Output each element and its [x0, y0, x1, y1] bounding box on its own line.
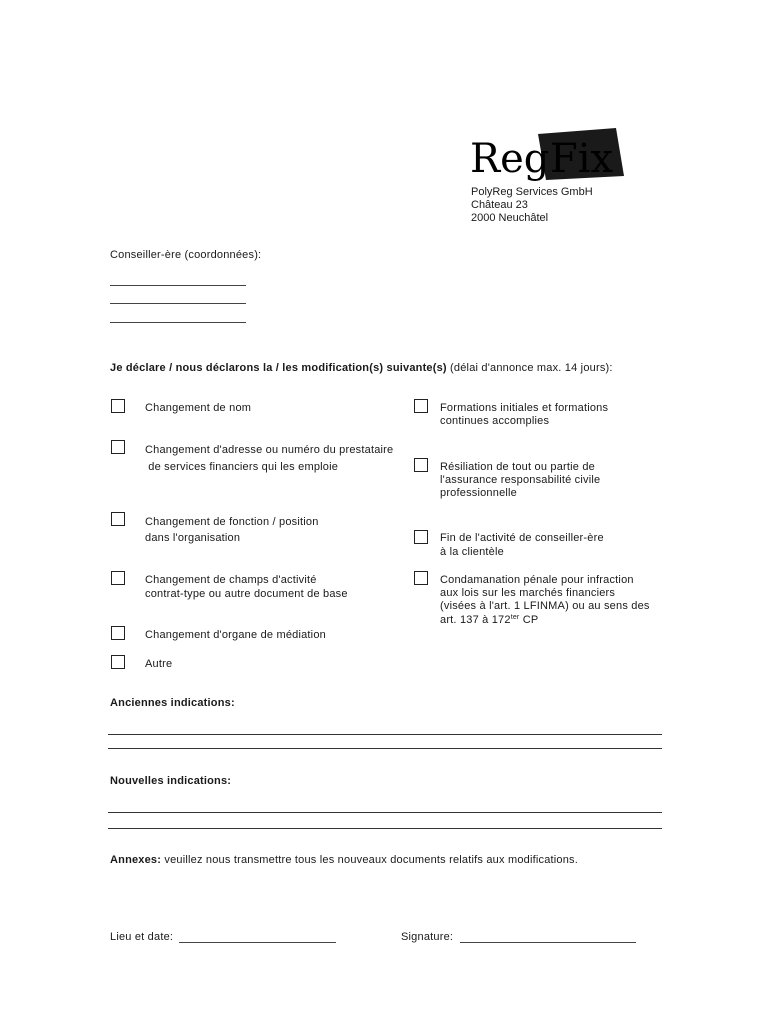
- annexes-bold: Annexes:: [110, 854, 162, 866]
- checkbox-criminal-conviction[interactable]: [414, 571, 428, 585]
- option-training-line1: Formations initiales et formations: [440, 402, 609, 414]
- option-conviction-line4-b: CP: [519, 614, 539, 626]
- option-function-change-line2: dans l'organisation: [145, 532, 241, 544]
- option-address-change-line2: de services financiers qui les emploie: [145, 461, 339, 473]
- place-date-field[interactable]: [179, 942, 336, 943]
- company-name: PolyReg Services GmbH: [471, 186, 593, 198]
- old-info-line-2[interactable]: [108, 748, 662, 749]
- checkbox-end-of-activity[interactable]: [414, 530, 428, 544]
- advisor-line-2[interactable]: [110, 303, 246, 304]
- option-conviction-line2: aux lois sur les marchés financiers: [440, 587, 616, 599]
- new-info-line-2[interactable]: [108, 828, 662, 829]
- logo-text-reg: Reg: [470, 136, 550, 182]
- checkbox-name-change[interactable]: [111, 399, 125, 413]
- option-conviction-line4: [440, 614, 538, 627]
- company-city: 2000 Neuchâtel: [471, 212, 549, 224]
- old-info-label: Anciennes indications:: [110, 697, 235, 709]
- declaration-normal: (délai d'annonce max. 14 jours):: [446, 362, 613, 374]
- option-mediation-change: Changement d'organe de médiation: [145, 629, 326, 641]
- advisor-line-1[interactable]: [110, 285, 246, 286]
- signature-field[interactable]: [460, 942, 636, 943]
- option-insurance-line3: professionnelle: [440, 487, 517, 499]
- checkbox-activity-change[interactable]: [111, 571, 125, 585]
- checkbox-function-change[interactable]: [111, 512, 125, 526]
- annexes-text: [110, 854, 578, 867]
- new-info-line-1[interactable]: [108, 812, 662, 813]
- checkbox-training[interactable]: [414, 399, 428, 413]
- company-street: Château 23: [471, 199, 528, 211]
- regfix-logo: [468, 126, 628, 182]
- option-function-change-line1: Changement de fonction / position: [145, 516, 319, 528]
- option-end-activity-line1: Fin de l'activité de conseiller-ère: [440, 532, 604, 544]
- annexes-normal: veuillez nous transmettre tous les nouveaux documents relatifs aux modifications.: [161, 854, 579, 866]
- new-info-label: Nouvelles indications:: [110, 775, 232, 787]
- option-activity-change-line2: contrat-type ou autre document de base: [145, 588, 348, 600]
- option-activity-change-line1: Changement de champs d'activité: [145, 574, 317, 586]
- logo-text-fix: Fix: [550, 136, 614, 182]
- declaration-bold: Je déclare / nous déclarons la / les modification(s) suivante(s): [110, 362, 447, 374]
- option-training-line2: continues accomplies: [440, 415, 550, 427]
- option-insurance-line1: Résiliation de tout ou partie de: [440, 461, 595, 473]
- option-end-activity-line2: à la clientèle: [440, 546, 504, 558]
- checkbox-other[interactable]: [111, 655, 125, 669]
- option-other: Autre: [145, 658, 173, 670]
- option-name-change: Changement de nom: [145, 402, 252, 414]
- option-conviction-superscript: ter: [510, 614, 520, 621]
- declaration-text: [110, 362, 613, 375]
- advisor-label: Conseiller-ère (coordonnées):: [110, 249, 262, 261]
- option-conviction-line3: (visées à l'art. 1 LFINMA) ou au sens des: [440, 600, 650, 612]
- option-conviction-line4-a: art. 137 à 172: [440, 614, 511, 626]
- checkbox-mediation-change[interactable]: [111, 626, 125, 640]
- checkbox-address-change[interactable]: [111, 440, 125, 454]
- option-address-change-line1: Changement d'adresse ou numéro du prestataire: [145, 444, 394, 456]
- checkbox-insurance-termination[interactable]: [414, 458, 428, 472]
- advisor-line-3[interactable]: [110, 322, 246, 323]
- option-insurance-line2: l'assurance responsabilité civile: [440, 474, 601, 486]
- old-info-line-1[interactable]: [108, 734, 662, 735]
- place-date-label: Lieu et date:: [110, 931, 174, 943]
- signature-label: Signature:: [401, 931, 454, 943]
- option-conviction-line1: Condamanation pénale pour infraction: [440, 574, 634, 586]
